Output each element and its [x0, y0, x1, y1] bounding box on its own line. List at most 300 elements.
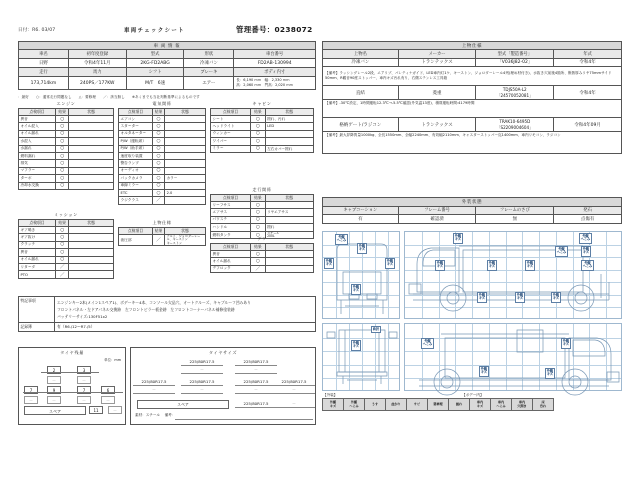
checklist-item-label: 異音: [211, 251, 251, 258]
checklist-state-note: [69, 123, 114, 130]
checklist-driving: [210, 187, 314, 239]
tire-size-front-left-sub: －: [200, 367, 204, 372]
checklist-state-note: [69, 130, 114, 137]
checklist-state-note: [165, 167, 206, 174]
checklist-result-mark[interactable]: ○: [152, 145, 164, 152]
tire-depth-rear-3: 7: [77, 386, 91, 394]
checklist-row[interactable]: [211, 265, 314, 272]
damage-legend: [322, 398, 554, 411]
checklist-row[interactable]: [119, 167, 206, 174]
table-row: [323, 215, 622, 224]
checklist-caption: 電気関係: [152, 101, 172, 106]
tag-scratch-side-cab-top: 外観 キズ: [453, 233, 463, 244]
checklist-item-label: ウィンカー: [211, 130, 251, 137]
checklist-row[interactable]: [119, 116, 206, 123]
col-header-item: 点検項目: [119, 228, 153, 235]
value-power: 240PS／177KW: [68, 77, 126, 90]
checklist-state-note: [265, 251, 313, 258]
tag-scratch-side-lower-2: 外観 キズ: [515, 292, 525, 303]
checklist-row[interactable]: [119, 182, 206, 189]
checklist-result-mark[interactable]: ○: [56, 145, 69, 152]
checklist-state-note: カラー: [165, 175, 206, 182]
checklist-result-mark[interactable]: ○: [56, 138, 69, 145]
tire-spare-size-sub: －: [292, 401, 296, 406]
tire-depth-rear-4: 6: [101, 386, 115, 394]
checklist-row[interactable]: [211, 130, 314, 137]
tag-scratch-front: 外観 キズ: [351, 340, 361, 351]
checklist-item-label: オーディオ: [119, 167, 153, 174]
checklist-row[interactable]: [119, 160, 206, 167]
checklist-state-note: [69, 152, 114, 159]
checklist-state-note: [165, 197, 206, 204]
checklist-item-label: オイル漏れ: [211, 258, 251, 265]
checklist-state-note: [165, 116, 206, 123]
checklist-state-note: [69, 167, 114, 174]
value-brake: エアー: [184, 77, 234, 90]
tire-depth-rear-3-sub: －: [77, 396, 91, 404]
col-header-equipment-model: 型式「製造番号」: [476, 50, 554, 59]
tire-size-rear-3-sub: －: [254, 387, 258, 392]
checklist-result-mark[interactable]: ○: [56, 234, 69, 241]
col-header-item: 点検項目: [19, 220, 56, 227]
value-name: 日野: [19, 59, 69, 68]
tag-scratch-side-mid: 外観 キズ: [487, 260, 497, 271]
tag-dent-rear-upper-left: 外観 へこみ: [335, 234, 348, 245]
checklist-row[interactable]: [19, 175, 114, 182]
col-header-power: 馬力: [68, 68, 126, 77]
checklist-result-mark[interactable]: ○: [56, 130, 69, 137]
table-row: [211, 244, 314, 251]
checklist-row[interactable]: [119, 145, 206, 152]
checklist-item-label: オイル混入: [19, 123, 56, 130]
tag-scratch-side-lower-3: 外観 キズ: [551, 292, 561, 303]
checklist-result-mark[interactable]: ○: [251, 138, 265, 145]
dim-width: 幅：2,330: [264, 77, 282, 82]
checklist-result-mark[interactable]: ○: [56, 249, 69, 256]
notes-body: [55, 297, 316, 323]
checklist-state-note: 擦れ: [265, 224, 313, 231]
checklist-item-label: リーフサス: [211, 202, 251, 209]
tire-size-rear-2-sub: －: [200, 387, 204, 392]
tire-size-rear-2: 225/80R17.5: [189, 379, 215, 384]
tire-depth-rear-1: 7: [24, 386, 38, 394]
table-row: [323, 206, 622, 215]
checklist-item-label: ミラー: [211, 145, 251, 152]
checklist-row[interactable]: [19, 160, 114, 167]
damage-diagrams: [322, 231, 622, 421]
checklist-item-label: ターボ: [19, 175, 56, 182]
checklist-item-label: ギア鳴き: [19, 227, 56, 234]
col-header-item: 点検項目: [211, 109, 251, 116]
checklist-result-mark[interactable]: ○: [56, 256, 69, 263]
dim-width-unit: mm: [282, 77, 290, 82]
equipment-model-2-code: TRAK10-6495D: [499, 118, 531, 124]
col-header-result: 結果: [152, 109, 164, 116]
tire-spare-depth: 11: [89, 406, 103, 414]
equipment-year-2: 令和4年09月: [554, 118, 622, 132]
damage-legend-cell: サビ: [407, 399, 428, 411]
checklist-result-mark[interactable]: ○: [152, 160, 164, 167]
value-shift: M/T 6速: [126, 77, 184, 90]
checklist-row[interactable]: [119, 189, 206, 196]
col-header-frame-rust: フレームのさび: [476, 206, 554, 215]
equipment-model-0: 「V036J82-02」: [476, 58, 554, 67]
checklist-upper-body: [118, 220, 206, 246]
checklist-result-mark[interactable]: ○: [152, 182, 164, 189]
checklist-item-label: P/W（運転席）: [119, 138, 153, 145]
dim-height-unit: mm: [254, 83, 262, 87]
checklist-result-mark[interactable]: ○: [152, 138, 164, 145]
checklist-state-note: [165, 152, 206, 159]
checklist-result-mark[interactable]: ○: [251, 202, 265, 209]
checklist-state-note: LED: [265, 123, 313, 130]
table-row: [323, 132, 622, 154]
tire-size-rear-1: 225/80R17.5: [141, 379, 167, 384]
equipment-year-1: 令和4年: [554, 86, 622, 100]
checklist-row[interactable]: [119, 130, 206, 137]
checklist-result-mark[interactable]: ○: [152, 167, 164, 174]
tire-size-rear-3: 225/80R17.5: [243, 379, 269, 384]
tire-size-rear-1-sub: －: [152, 387, 156, 392]
checklist-row[interactable]: [211, 123, 314, 130]
dim-length-unit: mm: [254, 77, 262, 82]
checklist-result-mark[interactable]: ／: [152, 235, 164, 246]
checklist-item-label: 水混入: [19, 138, 56, 145]
checklist-state-note: [69, 160, 114, 167]
checklist-state-note: リヤエアサス: [265, 209, 313, 216]
checklist-item-label: 冷却水交換: [19, 182, 56, 189]
value-chassis-no: FD2AB-130994: [234, 59, 316, 68]
checklist-row[interactable]: [211, 209, 314, 216]
equipment-remark-2: 【備考】最大昇降質量1000kg、全長1550mm、全幅2240mm、有効幅2110mm、キャスターストッパー迄1400mm、車内リモコン、ラジコン: [323, 132, 622, 154]
checklist-state-note: [69, 234, 114, 241]
table-row: [19, 77, 316, 90]
checklist-state-note: 2.0: [165, 189, 206, 196]
checklist-caption: 上物仕様: [152, 220, 172, 225]
col-header-equipment-year: 年式: [554, 50, 622, 59]
checklist-row[interactable]: [211, 251, 314, 258]
checklist-row[interactable]: [19, 145, 114, 152]
checklist-item-label: P/W（助手席）: [119, 145, 153, 152]
checklist-result-mark[interactable]: ○: [56, 160, 69, 167]
tag-dent-side-rear: 外観 へこみ: [581, 260, 594, 271]
checklist-item-label: 油圧部: [119, 235, 153, 246]
checklist-state-note: [265, 265, 313, 272]
col-header-state: 状態: [265, 195, 313, 202]
col-header-item: 点検項目: [119, 109, 153, 116]
checklist-row[interactable]: [19, 152, 114, 159]
col-header-shape: 形状: [184, 50, 234, 59]
equipment-spec-title: 上物仕様: [323, 42, 622, 50]
tag-scratch-rear-upper: 外観 キズ: [357, 243, 367, 254]
tire-depth-rear-1-sub: －: [24, 396, 38, 404]
checklist-item-label: 車線ミラー: [119, 182, 153, 189]
table-row: [19, 323, 316, 332]
table-row: [211, 195, 314, 202]
checklist-result-mark[interactable]: ○: [251, 231, 265, 239]
checklist-item-label: エアコン: [119, 116, 153, 123]
checklist-result-mark[interactable]: ○: [152, 123, 164, 130]
col-header-brake: ブレーキ: [184, 68, 234, 77]
checklist-item-label: ハンドル: [211, 224, 251, 231]
checklist-result-mark[interactable]: ／: [152, 197, 164, 204]
table-row: [19, 297, 316, 323]
checklist-result-mark[interactable]: ○: [251, 224, 265, 231]
col-header-result: 結果: [56, 220, 69, 227]
tire-depth-front-left: 2: [47, 366, 61, 374]
checklist-item-label: マフラー: [19, 167, 56, 174]
checklist-result-mark[interactable]: ○: [56, 152, 69, 159]
checklist-item-label: クラッチ: [19, 241, 56, 248]
checklist-item-label: ワイパー: [211, 138, 251, 145]
damage-legend-cell: 外観 へこみ: [344, 399, 365, 411]
col-header-state: 状態: [69, 220, 114, 227]
table-row: [19, 68, 316, 77]
checklist-result-mark[interactable]: ／: [56, 263, 69, 270]
tag-scratch-rear-lower: 外観 キズ: [351, 284, 361, 295]
checklist-item-label: 燃料漏れ: [19, 152, 56, 159]
col-header-state: 状態: [69, 109, 114, 116]
tag-scratch-right-wheel: 外観 キズ: [545, 368, 555, 379]
dim-door-unit: mm: [286, 83, 294, 87]
table-row: [323, 50, 622, 59]
checklist-mission: [18, 212, 114, 279]
checklist-result-mark[interactable]: ○: [251, 216, 265, 223]
checklist-row[interactable]: [119, 197, 206, 204]
checklist-row[interactable]: [19, 234, 114, 241]
checklist-result-mark[interactable]: ○: [56, 123, 69, 130]
col-header-result: 結果: [152, 228, 164, 235]
col-header-chassis-no: 車台番号: [234, 50, 316, 59]
tag-scratch-right-lower: 外観 キズ: [479, 366, 489, 377]
checklist-row[interactable]: [119, 235, 206, 246]
checklist-row[interactable]: [19, 227, 114, 234]
col-header-shift: シフト: [126, 68, 184, 77]
checklist-row[interactable]: [19, 241, 114, 248]
checklist-result-mark[interactable]: ○: [152, 175, 164, 182]
checklist-row[interactable]: [211, 145, 314, 152]
checklist-row[interactable]: [19, 256, 114, 263]
checklist-result-mark[interactable]: ○: [56, 175, 69, 182]
tire-depth-front-left-sub: －: [47, 376, 61, 384]
checklist-caption: エンジン: [56, 101, 76, 106]
checklist-result-mark[interactable]: ○: [251, 116, 265, 123]
checklist-row[interactable]: [19, 138, 114, 145]
tag-scratch-rear-right: 外観 キズ: [385, 258, 395, 269]
dim-height: 高：2,060: [236, 83, 254, 87]
table-row: [211, 109, 314, 116]
checklist-state-note: [69, 249, 114, 256]
table-row: [323, 86, 622, 100]
checklist-item-label: バックカメラ: [119, 175, 153, 182]
checklist-item-label: ETC: [119, 189, 153, 196]
table-row: [323, 399, 554, 411]
checklist-row[interactable]: [211, 216, 314, 223]
vehicle-info-title: 車 両 情 報: [19, 42, 316, 50]
document-title: 車両チェックシート: [124, 28, 185, 34]
checklist-item-label: ラジクラス: [119, 197, 153, 204]
checklist-state-note: [69, 241, 114, 248]
table-row: [119, 109, 206, 116]
checklist-row[interactable]: [19, 271, 114, 278]
checklist-item-label: パワステ: [211, 216, 251, 223]
tire-size-front-right: 225/80R17.5: [243, 359, 269, 364]
equipment-remark-0: 【備考】ラッシングレール2段、エアリブ、パレティナガイド、LED車内灯1ケ、キーストン、ジョロダーレール4列(理め材付き)、水抜き穴前後4箇所、断熱厚みリヤ75mmサイド50mm、R観音90度ストッパー、車内キズ汚れ有り、右側ステンレス工具箱: [323, 67, 622, 86]
damage-legend-cell: 車内 穴開き: [512, 399, 533, 411]
tire-depth-front-right-sub: －: [77, 376, 91, 384]
damage-legend-cell: 要修理: [428, 399, 449, 411]
col-header-model-code: 型式: [126, 50, 184, 59]
checklist-row[interactable]: [19, 123, 114, 130]
tag-dent-side-rear-top: 外観 へこみ: [579, 233, 592, 244]
diagram-side-view-right: [404, 323, 622, 391]
tire-depth-rear-4-sub: －: [101, 396, 115, 404]
checklist-result-mark[interactable]: ○: [251, 145, 265, 152]
diagram-label-exterior: 【外装】: [323, 393, 338, 397]
checklist-result-mark[interactable]: ○: [152, 152, 164, 159]
checklist-result-mark[interactable]: ○: [56, 241, 69, 248]
tire-depth-panel: [18, 347, 126, 425]
checklist-item-label: オルタネーター: [119, 130, 153, 137]
table-row: [323, 100, 622, 118]
checklist-result-mark[interactable]: ○: [56, 116, 69, 123]
damage-legend-cell: 車内 キズ: [470, 399, 491, 411]
checklist-row[interactable]: [119, 123, 206, 130]
col-header-frame-no: フレーム番号: [398, 206, 476, 215]
col-header-item: 点検項目: [211, 244, 251, 251]
checklist-row[interactable]: [19, 116, 114, 123]
tire-remark-label: 備考：: [164, 413, 176, 417]
checklist-state-note: [265, 258, 313, 265]
checklist-state-note: 左右カバー擦れ: [265, 145, 313, 152]
value-mileage: 173,714km: [19, 77, 69, 90]
checklist-state-note: [265, 216, 313, 223]
dim-length: 長：6,190: [236, 77, 254, 82]
checklist-state-note: 擦れ、汚れ: [265, 116, 313, 123]
records-value: 有（R6./12～R7./5）: [55, 323, 316, 332]
exterior-condition-title: 外装状態: [323, 198, 622, 207]
checklist-result-mark[interactable]: ○: [251, 123, 265, 130]
checklist-row[interactable]: [119, 138, 206, 145]
checklist-row[interactable]: [19, 130, 114, 137]
checklist-row[interactable]: [19, 167, 114, 174]
value-model-code: 2KG-FD2ABG: [126, 59, 184, 68]
checklist-result-mark[interactable]: ○: [251, 251, 265, 258]
equipment-maker-0: トランテックス: [398, 58, 476, 67]
checklist-state-note: [69, 227, 114, 234]
checklist-row[interactable]: [19, 249, 114, 256]
records-label: 記録簿: [19, 323, 55, 332]
tag-dent-right-rear: 外観 へこみ: [421, 338, 434, 349]
tire-spare-label: スペア: [24, 406, 86, 415]
checklist-result-mark[interactable]: ○: [251, 130, 265, 137]
col-header-state: 状態: [265, 109, 313, 116]
tire-depth-rear-2: 9: [47, 386, 61, 394]
dim-door-height: 門高：2,020: [264, 83, 286, 87]
checklist-row[interactable]: [119, 175, 206, 182]
checklist-engine: [18, 101, 114, 190]
checklist-item-label: 異音: [19, 249, 56, 256]
col-header-stone-chip: 発石: [554, 206, 622, 215]
exterior-condition-table: [322, 197, 622, 224]
checklist-result-mark[interactable]: ／: [56, 271, 69, 278]
checklist-result-mark[interactable]: ○: [152, 116, 164, 123]
value-body-dimensions: [234, 77, 316, 90]
checklist-result-mark[interactable]: ○: [152, 130, 164, 137]
checklist-state-note: [265, 130, 313, 137]
checklist-state-note: [165, 130, 206, 137]
notes-line-1: フロントパネル・左ドアパネル交換跡 左フロントピラー板金跡 左フロントコーナーパネル補修塗装跡: [57, 306, 235, 312]
table-row: [19, 109, 114, 116]
diagram-label-body-inner: 【ボデー内】: [462, 393, 484, 397]
checklist-state-note: [69, 263, 114, 270]
checklist-result-mark[interactable]: ○: [56, 167, 69, 174]
tire-size-rear-4: 225/80R17.5: [281, 379, 307, 384]
checklist-item-label: デフロック: [211, 265, 251, 272]
tire-depth-caption: タイヤ残量: [60, 349, 84, 355]
checklist-item-label: 燃料タンク: [211, 231, 251, 239]
document-header: [0, 26, 640, 40]
tire-material-remark: [135, 413, 175, 418]
checklist-row[interactable]: [19, 263, 114, 270]
equipment-name-2: 格納ゲート/ラジコン: [323, 118, 399, 132]
checklist-state-note: [165, 182, 206, 189]
tire-depth-rear-2-sub: －: [47, 396, 61, 404]
table-row: [19, 59, 316, 68]
checklist-result-mark[interactable]: ○: [56, 227, 69, 234]
checklist-item-label: スターター: [119, 123, 153, 130]
checklist-result-mark[interactable]: ○: [56, 182, 69, 189]
tire-size-front-right-sub: －: [254, 367, 258, 372]
checklist-caption: 走行関係: [252, 187, 272, 192]
checklist-state-note: [165, 160, 206, 167]
col-header-result: 結果: [251, 244, 265, 251]
damage-legend-cell: 割れ: [449, 399, 470, 411]
checklist-item-label: 警告ランプ: [119, 160, 153, 167]
col-header-state: 状態: [165, 228, 206, 235]
equipment-maker-2: トランテックス: [398, 118, 476, 132]
checklist-row[interactable]: [211, 258, 314, 265]
checklist-row[interactable]: [211, 224, 314, 231]
col-header-equipment-maker: メーカー: [398, 50, 476, 59]
col-header-result: 結果: [56, 109, 69, 116]
checklist-result-mark[interactable]: ○: [152, 189, 164, 196]
tag-scratch-side-mid2: 外観 キズ: [525, 260, 535, 271]
checklist-row[interactable]: [211, 138, 314, 145]
checklist-result-mark[interactable]: ○: [251, 209, 265, 216]
equipment-model-2-serial: 「S2209004604」: [496, 124, 534, 130]
damage-legend-cell: 床 汚れ: [533, 399, 554, 411]
tire-depth-front-right: 3: [77, 366, 91, 374]
checklist-state-note: [69, 145, 114, 152]
col-header-mileage: 走行: [19, 68, 69, 77]
checklist-row[interactable]: [211, 116, 314, 123]
vehicle-info-table: [18, 41, 316, 90]
value-first-reg: 令和4年11月: [68, 59, 126, 68]
diagram-side-view-left: [404, 231, 622, 319]
checklist-row[interactable]: [19, 182, 114, 189]
checklist-state-note: [69, 256, 114, 263]
checklist-result-mark[interactable]: ○: [251, 258, 265, 265]
tire-spare-size: 225/80R17.5: [243, 401, 269, 406]
checklist-row[interactable]: [211, 202, 314, 209]
checklist-electrical: [118, 101, 206, 205]
checklist-result-mark[interactable]: ／: [251, 265, 265, 272]
value-stone-chip: 点傷有: [554, 215, 622, 224]
notes-label: 特記事項: [19, 297, 55, 323]
checklist-caption: ミッション: [54, 212, 78, 217]
checklist-row[interactable]: [119, 152, 206, 159]
